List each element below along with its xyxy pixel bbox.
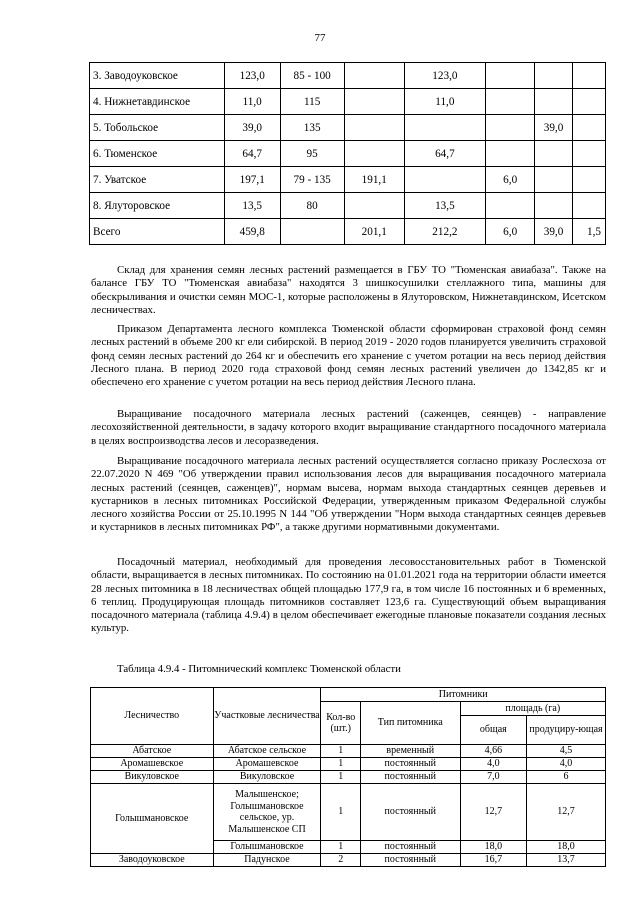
table-cell: 39,0 xyxy=(535,115,572,141)
table-cell xyxy=(486,193,535,219)
table-cell: 95 xyxy=(280,141,344,167)
cell-total: 7,0 xyxy=(460,771,526,784)
table-row xyxy=(90,141,606,167)
row-label: 3. Заводоуковское xyxy=(90,63,225,89)
table-row xyxy=(90,115,606,141)
paragraph-3: Выращивание посадочного материала лесных растений (саженцев, сеянцев) - направление лесохозяйственной деятельности, в задачу которого входит выращивание стандартного посадочного материала в целях воспроизводства лесов и лесоразведения. xyxy=(91,408,606,447)
table-cell: 85 - 100 xyxy=(280,63,344,89)
table-cell: 64,7 xyxy=(404,141,485,167)
table-cell xyxy=(486,141,535,167)
header-productive-area: продуциру-ющая xyxy=(527,716,606,745)
cell-count: 2 xyxy=(321,854,360,867)
page-number: 77 xyxy=(314,32,326,44)
table-cell xyxy=(535,63,572,89)
cell-type: временный xyxy=(360,745,460,758)
table-row xyxy=(90,219,606,245)
paragraph-4: Выращивание посадочного материала лесных растений осуществляется согласно приказу Рослесхоза от 22.07.2020 N 469 "Об утверждении правил использования лесов для выращивания посадочного материала лесных растений (сеянцев, саженцев)", нормам высева, нормам выхода стандартных сеянцев деревьев и кустарников в лесных питомниках Российской Федерации, утвержденным приказом Федеральной службы лесного хозяйства России от 25.10.1995 N 144 "Об утверждении "Норм выхода стандартных сеянцев деревьев и кустарников в лесных питомниках РФ", а также другими нормативными документами. xyxy=(91,455,606,534)
cell-count: 1 xyxy=(321,758,360,771)
paragraph-2: Приказом Департамента лесного комплекса Тюменской области сформирован страховой фонд семян лесных растений в объеме 200 кг ели сибирской. В период 2019 - 2020 годов планируется увеличить страховой фонд семян лесных растений до 264 кг и обеспечить его хранение с учетом ротации на весь период действия Лесного плана. В период 2020 года страховой фонд семян лесных растений увеличен до 1342,85 кг и обеспечено его хранение с учетом ротации на весь период действия Лесного плана. xyxy=(91,323,606,389)
table-cell: 6,0 xyxy=(486,219,535,245)
table-cell xyxy=(344,193,404,219)
table-cell xyxy=(404,167,485,193)
cell-total: 18,0 xyxy=(460,841,526,854)
cell-type: постоянный xyxy=(360,784,460,841)
paragraph-5: Посадочный материал, необходимый для проведения лесовосстановительных работ в Тюменской области, выращивается в лесных питомниках. По состоянию на 01.01.2021 года на территории области имеется 28 лесных питомника в 18 лесничествах общей площадью 177,9 га, в том числе 16 постоянных и 6 временных, 6 теплиц. Продуцирующая площадь питомников составляет 123,6 га. Существующий объем выращивания посадочного материала (таблица 4.9.4) в целом обеспечивает ежегодные плановые показатели создания лесных культур. xyxy=(91,556,606,635)
cell-count: 1 xyxy=(321,745,360,758)
table-cell: 11,0 xyxy=(404,89,485,115)
row-label: 8. Ялуторовское xyxy=(90,193,225,219)
table-cell xyxy=(344,115,404,141)
table-row xyxy=(90,167,606,193)
cell-district: Малышенское; Голышмановское сельское, ур. Малышенское СП xyxy=(213,784,321,841)
cell-forestry: Абатское xyxy=(91,745,214,758)
table-cell: 123,0 xyxy=(404,63,485,89)
header-forestry: Лесничество xyxy=(91,688,214,745)
table-cell: 11,0 xyxy=(224,89,280,115)
cell-district: Падунское xyxy=(213,854,321,867)
header-area: площадь (га) xyxy=(460,702,605,716)
header-nurseries: Питомники xyxy=(321,688,606,702)
cell-productive: 18,0 xyxy=(527,841,606,854)
paragraph-1: Склад для хранения семян лесных растений размещается в ГБУ ТО "Тюменская авиабаза". Также на балансе ГБУ ТО "Тюменская авиабаза" находятся 3 шишкосушилки стеллажного типа, машины для обескрыливания и очистки семян МОС-1, которые расположены в Ялуторовском, Нижнетавдинском, Исетском лесничествах. xyxy=(91,264,606,316)
table-cell xyxy=(344,63,404,89)
cell-forestry: Викуловское xyxy=(91,771,214,784)
header-district: Участковые лесничества xyxy=(213,688,321,745)
cell-count: 1 xyxy=(321,841,360,854)
cell-productive: 6 xyxy=(527,771,606,784)
table-cell xyxy=(572,63,605,89)
cell-productive: 4,5 xyxy=(527,745,606,758)
cell-district: Аромашевское xyxy=(213,758,321,771)
table-cell: 191,1 xyxy=(344,167,404,193)
cell-total: 4,0 xyxy=(460,758,526,771)
table-cell: 197,1 xyxy=(224,167,280,193)
cell-forestry: Голышмановское xyxy=(91,784,214,854)
cell-productive: 13,7 xyxy=(527,854,606,867)
cell-productive: 12,7 xyxy=(527,784,606,841)
cell-type: постоянный xyxy=(360,771,460,784)
table-cell: 135 xyxy=(280,115,344,141)
table-cell xyxy=(572,89,605,115)
table-cell: 64,7 xyxy=(224,141,280,167)
cell-type: постоянный xyxy=(360,841,460,854)
table-cell: 79 - 135 xyxy=(280,167,344,193)
table-cell: 6,0 xyxy=(486,167,535,193)
table-cell xyxy=(572,193,605,219)
table-cell xyxy=(535,89,572,115)
header-type: Тип питомника xyxy=(360,702,460,745)
row-label: 6. Тюменское xyxy=(90,141,225,167)
table-row xyxy=(90,193,606,219)
table-cell xyxy=(572,141,605,167)
table-cell xyxy=(486,89,535,115)
table-row xyxy=(90,63,606,89)
table-cell xyxy=(404,115,485,141)
table-cell: 123,0 xyxy=(224,63,280,89)
cell-district: Абатское сельское xyxy=(213,745,321,758)
table-cell xyxy=(535,167,572,193)
header-count: Кол-во (шт.) xyxy=(321,702,360,745)
row-label: 4. Нижнетавдинское xyxy=(90,89,225,115)
cell-type: постоянный xyxy=(360,758,460,771)
table-row xyxy=(90,89,606,115)
table-cell xyxy=(486,115,535,141)
table-cell: 212,2 xyxy=(404,219,485,245)
cell-count: 1 xyxy=(321,784,360,841)
cell-productive: 4,0 xyxy=(527,758,606,771)
seed-table xyxy=(89,62,606,245)
table-cell xyxy=(486,63,535,89)
table-cell: 13,5 xyxy=(404,193,485,219)
table-cell xyxy=(535,193,572,219)
cell-forestry: Аромашевское xyxy=(91,758,214,771)
table-cell xyxy=(572,115,605,141)
table-cell: 13,5 xyxy=(224,193,280,219)
table-cell xyxy=(572,167,605,193)
table-cell xyxy=(344,89,404,115)
table-cell: 115 xyxy=(280,89,344,115)
header-total-area: общая xyxy=(460,716,526,745)
cell-total: 12,7 xyxy=(460,784,526,841)
table-cell xyxy=(344,141,404,167)
cell-total: 4,66 xyxy=(460,745,526,758)
row-label: 5. Тобольское xyxy=(90,115,225,141)
table-cell: 80 xyxy=(280,193,344,219)
table-caption: Таблица 4.9.4 - Питомнический комплекс Тюменской области xyxy=(117,663,401,675)
cell-district: Голышмановское xyxy=(213,841,321,854)
cell-type: постоянный xyxy=(360,854,460,867)
cell-count: 1 xyxy=(321,771,360,784)
row-label: Всего xyxy=(90,219,225,245)
table-cell: 1,5 xyxy=(572,219,605,245)
table-cell: 39,0 xyxy=(224,115,280,141)
cell-district: Викуловское xyxy=(213,771,321,784)
table-cell xyxy=(535,141,572,167)
row-label: 7. Уватское xyxy=(90,167,225,193)
cell-total: 16,7 xyxy=(460,854,526,867)
table-cell: 39,0 xyxy=(535,219,572,245)
nursery-table xyxy=(90,687,606,867)
table-cell: 201,1 xyxy=(344,219,404,245)
table-cell: 459,8 xyxy=(224,219,280,245)
table-cell xyxy=(280,219,344,245)
cell-forestry: Заводоуковское xyxy=(91,854,214,867)
